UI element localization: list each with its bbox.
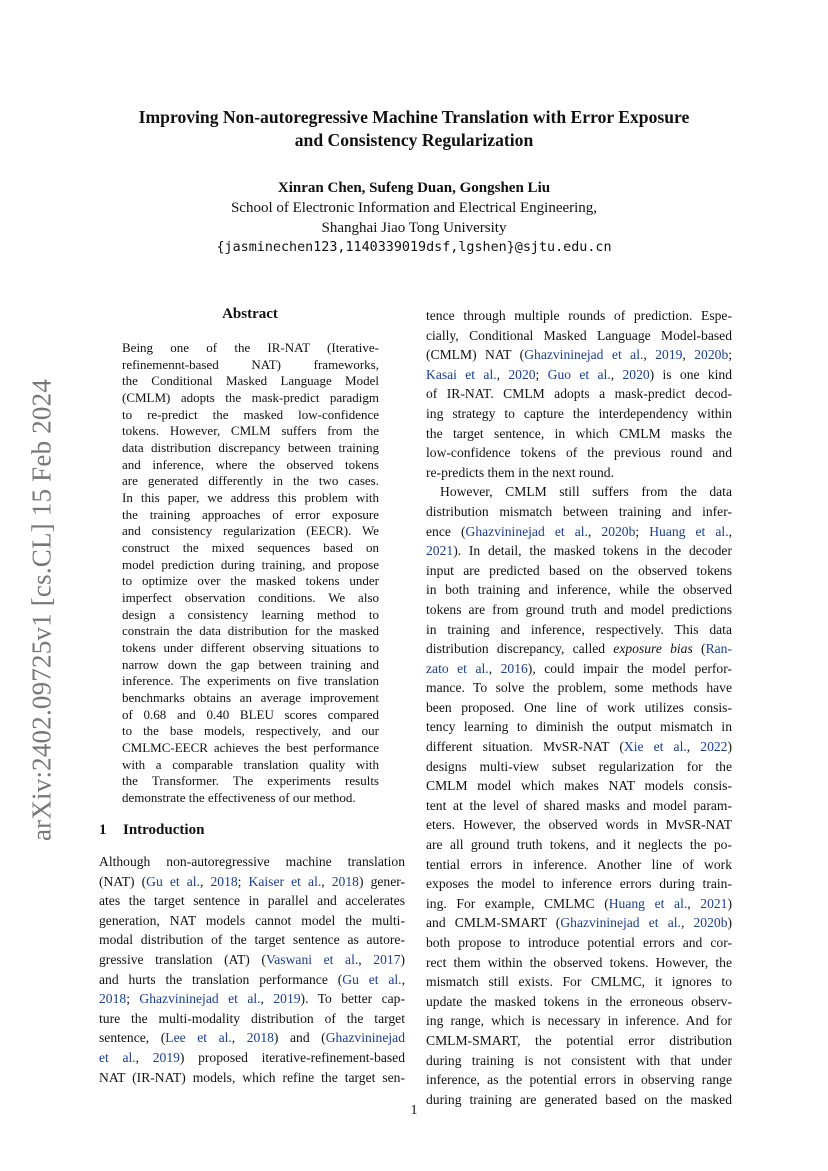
text-span: the target sentence, in which CMLM masks the xyxy=(426,425,732,441)
abstract-body xyxy=(122,340,379,807)
affiliation-line-2: Shanghai Jiao Tong University xyxy=(321,220,507,236)
text-span: (CMLM) NAT ( xyxy=(426,347,525,363)
text-line xyxy=(99,1048,405,1068)
abstract-line: and inference, where the observed tokens xyxy=(122,456,379,472)
author-block xyxy=(120,178,708,258)
citation-link[interactable]: 2017 xyxy=(373,951,401,967)
text-span: , xyxy=(686,739,701,755)
text-line xyxy=(426,306,732,326)
citation-link[interactable]: 2019 xyxy=(273,991,301,1007)
text-span: distribution discrepancy, called xyxy=(426,641,614,657)
citation-link[interactable]: 2018 xyxy=(99,991,127,1007)
text-span: ) xyxy=(727,915,733,931)
text-line xyxy=(426,620,732,640)
abstract-line: Being one of the IR-NAT (Iterative- xyxy=(122,340,379,355)
text-line xyxy=(426,1070,732,1090)
text-span: , xyxy=(610,366,623,382)
text-span: ) gener- xyxy=(358,873,406,889)
citation-link[interactable]: Vaswani et al. xyxy=(265,951,359,967)
text-span: , xyxy=(260,991,274,1007)
text-span: update the masked tokens in the erroneous observ- xyxy=(426,993,732,1009)
text-span: ), could impair the model perfor- xyxy=(527,660,733,676)
text-span: during training is not consistent with that under xyxy=(426,1052,732,1068)
abstract-line: to optimize over the masked tokens under xyxy=(122,573,379,589)
abstract-line: and consistency regularization (EECR). We xyxy=(122,523,379,539)
text-line xyxy=(99,852,405,872)
citation-link[interactable]: Kaiser et al. xyxy=(248,873,322,889)
text-span: ) xyxy=(727,895,732,911)
text-line xyxy=(426,424,732,444)
text-line xyxy=(426,639,732,659)
text-line xyxy=(426,561,732,581)
abstract-line: imperfect observation conditions. We also xyxy=(122,590,379,606)
citation-link[interactable]: Ghazvininejad et al. xyxy=(560,915,681,931)
citation-link[interactable]: 2021 xyxy=(700,895,728,911)
text-span: distribution mismatch between training and infer- xyxy=(426,503,732,519)
citation-link[interactable]: 2020b xyxy=(694,347,729,363)
left-column-text xyxy=(99,852,405,1087)
text-line xyxy=(99,911,405,931)
citation-link[interactable]: 2019 xyxy=(655,347,683,363)
text-span: CMLM-SMART, the potential error distribution xyxy=(426,1032,732,1048)
text-span: modal distribution of the target sentence as autore- xyxy=(99,932,405,948)
text-span: , xyxy=(728,523,733,539)
text-span: eters. However, the observed words in MvSR-NAT xyxy=(426,817,732,833)
text-span: mance. To solve the problem, some methods have xyxy=(426,680,732,696)
text-span: ). To better cap- xyxy=(300,991,405,1007)
text-span: ) is one kind xyxy=(649,366,733,382)
citation-link[interactable]: Ghazvininejad et al. xyxy=(524,347,644,363)
text-line xyxy=(426,835,732,855)
affiliation-line-1: School of Electronic Information and Electrical Engineering, xyxy=(230,200,598,216)
text-span: , xyxy=(488,660,501,676)
paper-title xyxy=(80,106,748,152)
text-span: ing. For example, CMLMC ( xyxy=(426,895,609,911)
text-span: of IR-NAT. CMLM adopts a mask-predict decod- xyxy=(426,386,732,402)
text-line xyxy=(426,326,732,346)
text-span: , xyxy=(682,347,695,363)
text-span: tent at the level of shared masks and model param- xyxy=(426,797,732,813)
right-column-text xyxy=(426,306,732,1109)
section-number: 1 xyxy=(99,822,107,838)
citation-link[interactable]: 2018 xyxy=(331,873,359,889)
text-span: both propose to introduce potential errors and cor- xyxy=(426,935,732,950)
text-span: cially, Conditional Masked Language Model-based xyxy=(426,327,732,343)
citation-link[interactable]: 2018 xyxy=(246,1030,274,1046)
text-span: , xyxy=(135,1049,153,1065)
text-line xyxy=(426,580,732,600)
text-line xyxy=(426,482,732,502)
text-line xyxy=(99,950,405,970)
author-names: Xinran Chen, Sufeng Duan, Gongshen Liu xyxy=(277,180,551,196)
text-span: ing strategy to capture the interdependency within xyxy=(426,405,732,421)
text-line xyxy=(426,874,732,894)
text-line xyxy=(99,989,405,1009)
text-line xyxy=(426,737,732,757)
text-span: and CMLM-SMART ( xyxy=(426,915,561,931)
text-span: during training are generated based on the masked xyxy=(426,1091,732,1107)
citation-link[interactable]: Lee et al. xyxy=(165,1030,232,1046)
text-line xyxy=(99,930,405,950)
text-span: rect them within the observed tokens. However, the xyxy=(426,954,732,970)
text-span: ) proposed iterative-refinement-based xyxy=(179,1049,405,1065)
text-span: are all ground truth tokens, and it neglects the po- xyxy=(426,837,732,853)
abstract-line: In this paper, we address this problem with xyxy=(122,490,379,506)
text-line xyxy=(426,894,732,914)
citation-link[interactable]: Gu et al. xyxy=(146,873,200,889)
abstract-line: tokens under different observing situations to xyxy=(122,640,379,656)
text-span: ; xyxy=(126,991,140,1007)
citation-link[interactable]: 2020 xyxy=(508,366,536,382)
text-line xyxy=(426,443,732,463)
text-line xyxy=(426,463,732,483)
citation-link[interactable]: Xie et al. xyxy=(623,739,687,755)
abstract-line: model prediction during training, and propose xyxy=(122,556,379,572)
citation-link[interactable]: 2021 xyxy=(426,543,454,559)
text-span: tokens are from ground truth and model predictions xyxy=(426,601,732,617)
text-line xyxy=(426,404,732,424)
text-span: designs multi-view subset regularization for the xyxy=(426,758,732,774)
text-line xyxy=(426,1011,732,1031)
title-line-2: and Consistency Regularization xyxy=(294,130,534,150)
text-span: mismatch still exists. For CMLMC, it ignores to xyxy=(426,974,732,990)
text-line xyxy=(426,541,732,561)
abstract-line: to re-predict the masked low-confidence xyxy=(122,406,379,422)
arxiv-sidebar-identifier xyxy=(22,360,62,860)
text-span: ence ( xyxy=(426,523,466,539)
citation-link[interactable]: Huang et al. xyxy=(608,895,688,911)
text-line xyxy=(426,972,732,992)
text-span: been proposed. One line of work utilizes consis- xyxy=(426,699,732,715)
text-span: inference, as the potential errors in observing range xyxy=(426,1072,732,1088)
text-line xyxy=(426,678,732,698)
text-span: However, CMLM still suffers from the data xyxy=(440,484,732,500)
text-span: (NAT) ( xyxy=(99,873,147,889)
text-span: NAT (IR-NAT) models, which refine the target sen- xyxy=(99,1069,405,1085)
text-line xyxy=(426,698,732,718)
section-heading xyxy=(99,822,204,839)
title-line-1: Improving Non-autoregressive Machine Translation with Error Exposure xyxy=(138,107,690,127)
text-span: gressive translation (AT) ( xyxy=(99,951,266,967)
abstract-line: demonstrate the effectiveness of our method. xyxy=(122,790,356,806)
text-span: , xyxy=(496,366,509,382)
text-span: and hurts the translation performance ( xyxy=(99,971,343,987)
text-span: ) xyxy=(727,739,732,755)
text-span: low-confidence tokens of the previous round and xyxy=(426,445,732,461)
abstract-line: to the base models, respectively, and our xyxy=(122,723,379,739)
text-span: , xyxy=(643,347,656,363)
text-span: in both training and inference, while the observed xyxy=(426,582,732,598)
text-line xyxy=(426,953,732,973)
text-span: ; xyxy=(237,873,249,889)
abstract-line: with a comparable translation quality with xyxy=(122,756,379,772)
text-span: tential errors in inference. Another line of work xyxy=(426,856,732,872)
text-span: , xyxy=(358,951,374,967)
citation-link[interactable]: 2016 xyxy=(500,660,528,676)
abstract-line: construct the mixed sequences based on xyxy=(122,540,379,556)
text-line xyxy=(99,1009,405,1029)
text-line xyxy=(426,717,732,737)
text-span: Although non-autoregressive machine translation xyxy=(99,854,405,869)
text-line xyxy=(426,1090,732,1110)
abstract-line: the Transformer. The experiments results xyxy=(122,773,379,789)
text-line xyxy=(99,891,405,911)
text-span: in training and inference, respectively. This data xyxy=(426,621,732,637)
text-line xyxy=(426,365,732,385)
text-line xyxy=(426,600,732,620)
abstract-heading: Abstract xyxy=(222,306,278,322)
citation-link[interactable]: 2018 xyxy=(210,873,238,889)
text-line xyxy=(426,1031,732,1051)
abstract-line: constrain the data distribution for the masked xyxy=(122,623,379,639)
citation-link[interactable]: Guo et al. xyxy=(547,366,611,382)
text-line xyxy=(99,1068,405,1088)
citation-link[interactable]: 2020b xyxy=(601,523,636,539)
text-span: ) and ( xyxy=(273,1030,326,1046)
abstract-line: (CMLM) adopts the mask-predict paradigm xyxy=(122,390,379,406)
abstract-line: the training approaches of error exposure xyxy=(122,506,379,522)
abstract-line: are generated differently in the two cases. xyxy=(122,473,379,489)
citation-link[interactable]: Ghazvininejad et al. xyxy=(465,523,588,539)
citation-link[interactable]: 2022 xyxy=(700,739,728,755)
citation-link[interactable]: Ghazvininejad xyxy=(325,1030,405,1046)
text-span: , xyxy=(199,873,211,889)
text-span: generation, NAT models cannot model the multi- xyxy=(99,912,405,928)
text-span: different situation. MvSR-NAT ( xyxy=(426,739,624,755)
text-span: tence through multiple rounds of prediction. Espe- xyxy=(426,308,732,323)
text-line xyxy=(426,384,732,404)
text-span: ture the multi-modality distribution of the target xyxy=(99,1010,405,1026)
abstract-line: narrow down the gap between training and xyxy=(122,656,379,672)
text-span: CMLM model which makes NAT models consis- xyxy=(426,778,732,794)
citation-link[interactable]: zato et al. xyxy=(426,660,489,676)
abstract-line: refinemennt-based NAT) frameworks, xyxy=(122,356,379,372)
citation-link[interactable]: 2020 xyxy=(622,366,650,382)
citation-link[interactable]: 2019 xyxy=(152,1049,180,1065)
text-span: ) xyxy=(400,951,406,967)
citation-link[interactable]: Ran- xyxy=(705,641,732,657)
citation-link[interactable]: et al. xyxy=(99,1049,136,1065)
text-span: , xyxy=(687,895,701,911)
text-line xyxy=(99,1028,405,1048)
text-span: ing range, which is necessary in inference. And for xyxy=(426,1013,732,1029)
text-span: , xyxy=(587,523,602,539)
text-line xyxy=(99,970,405,990)
author-email: {jasminechen123,1140339019dsf,lgshen}@sjtu.edu.cn xyxy=(216,240,612,255)
text-line xyxy=(426,933,732,953)
citation-link[interactable]: Huang et al. xyxy=(649,523,729,539)
text-span: tency learning to diminish the output mismatch in xyxy=(426,719,732,735)
text-line xyxy=(426,1051,732,1071)
abstract-line: inference. The experiments on five translation xyxy=(122,673,379,689)
citation-link[interactable]: Gu et al. xyxy=(342,971,402,987)
citation-link[interactable]: Ghazvininejad et al. xyxy=(139,991,261,1007)
text-span: exposes the model to inference errors during train- xyxy=(426,876,732,892)
abstract-line: the Conditional Masked Language Model xyxy=(122,373,379,389)
text-line xyxy=(99,872,405,892)
text-line xyxy=(426,757,732,777)
text-span: , xyxy=(680,915,694,931)
abstract-line: CMLMC-EECR achieves the best performance xyxy=(122,740,379,756)
text-span: ; xyxy=(728,347,733,363)
text-span: re-predicts them in the next round. xyxy=(426,464,614,480)
text-span: sentence, ( xyxy=(99,1030,166,1046)
text-span: ( xyxy=(692,641,706,657)
arxiv-id-label: arXiv:2402.09725v1 [cs.CL] 15 Feb 2024 xyxy=(26,378,57,842)
text-line xyxy=(426,815,732,835)
text-span: ates the target sentence in parallel and accelerates xyxy=(99,893,405,909)
abstract-line: benchmarks obtains an average improvement xyxy=(122,690,379,706)
text-line xyxy=(426,659,732,679)
text-line xyxy=(426,345,732,365)
text-span: input are predicted based on the observed tokens xyxy=(426,562,732,578)
abstract-line: data distribution discrepancy between training xyxy=(122,440,379,456)
text-span: , xyxy=(401,971,405,987)
emphasized-text: exposure bias xyxy=(613,641,693,657)
abstract-line: tokens. However, CMLM suffers from the xyxy=(122,423,379,439)
abstract-line: design a consistency learning method to xyxy=(122,606,379,622)
text-line xyxy=(426,776,732,796)
text-span: , xyxy=(231,1030,247,1046)
abstract-line: of 0.68 and 0.40 BLEU scores compared xyxy=(122,706,379,722)
text-span: , xyxy=(321,873,332,889)
text-line xyxy=(426,913,732,933)
text-line xyxy=(426,502,732,522)
text-line xyxy=(426,522,732,542)
text-span: ; xyxy=(635,523,650,539)
text-line xyxy=(426,992,732,1012)
section-title: Introduction xyxy=(123,822,205,838)
text-span: ; xyxy=(535,366,548,382)
text-line xyxy=(426,855,732,875)
citation-link[interactable]: 2020b xyxy=(693,915,728,931)
text-span: ). In detail, the masked tokens in the decoder xyxy=(453,543,732,559)
text-line xyxy=(426,796,732,816)
citation-link[interactable]: Kasai et al. xyxy=(426,366,497,382)
page-number: 1 xyxy=(410,1103,418,1118)
